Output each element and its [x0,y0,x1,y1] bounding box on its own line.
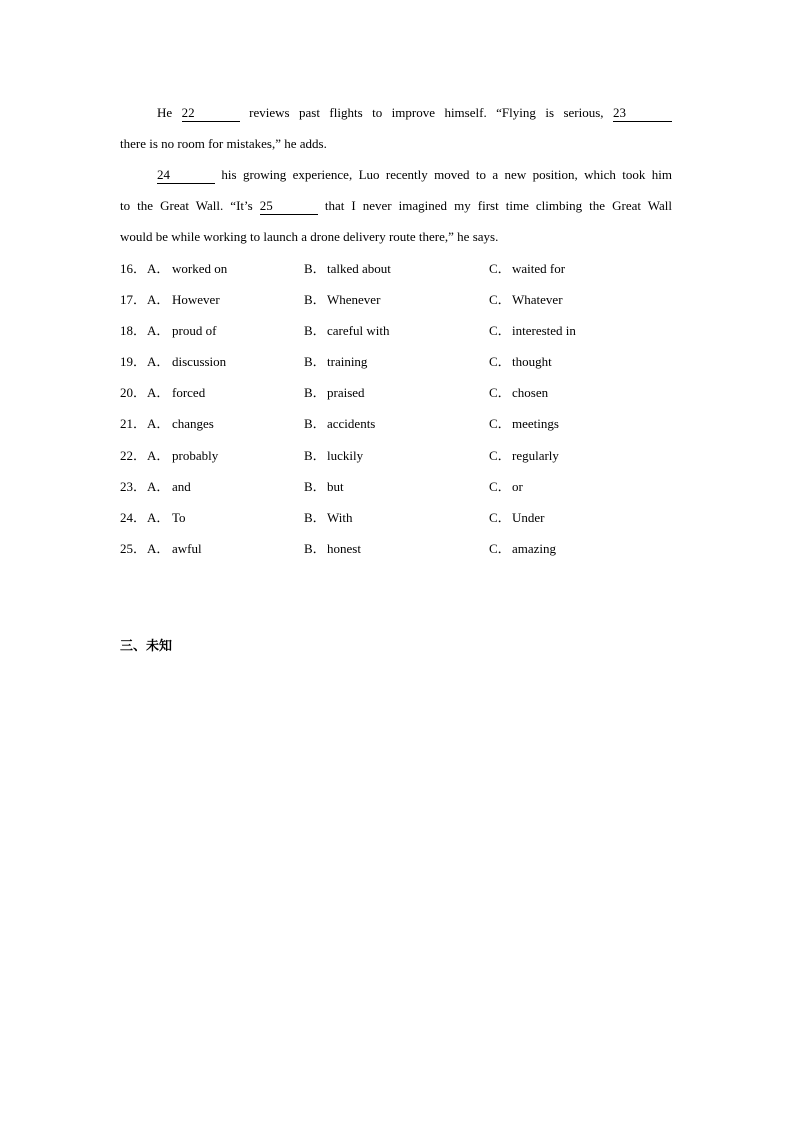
blank-22: 22 [182,106,240,122]
option-c: meetings [512,416,559,432]
question-number: 25． [120,540,147,556]
passage-line: would be while working to launch a drone delivery route there,” he says. [120,229,499,244]
option-b-letter: B． [304,416,326,432]
passage-paragraph-1 [120,97,672,159]
blank-23: 23 [613,106,672,122]
option-c: thought [512,354,552,370]
option-c: Under [512,509,545,525]
option-a-letter: A． [147,385,170,401]
option-b: but [327,478,344,494]
option-a-letter: A． [147,292,170,308]
option-a: discussion [172,354,227,370]
option-a-letter: A． [147,416,170,432]
option-c-letter: C． [489,509,511,525]
option-b: careful with [327,323,390,339]
option-a: and [172,478,191,494]
option-c-letter: C． [489,354,511,370]
option-a-letter: A． [147,323,170,339]
option-c-letter: C． [489,261,511,276]
passage-line [120,159,672,190]
option-a-letter: A． [147,540,170,556]
option-b: honest [327,540,361,556]
option-b: Whenever [327,292,381,308]
option-c-letter: C． [489,447,511,463]
passage-line [120,190,672,221]
option-a: probably [172,447,219,463]
section-heading: 三、未知 [120,639,173,654]
option-b-letter: B． [304,261,326,276]
question-number: 24． [120,509,147,525]
blank-24: 24 [157,168,215,184]
option-a: worked on [172,261,228,276]
option-c: regularly [512,447,559,463]
option-b: accidents [327,416,376,432]
option-c-letter: C． [489,323,511,339]
option-b: talked about [327,261,391,276]
option-c: interested in [512,323,576,339]
question-row [120,284,680,315]
question-row [120,440,680,471]
options-list [120,253,680,564]
option-b-letter: B． [304,385,326,401]
question-number: 20． [120,385,147,401]
option-b-letter: B． [304,478,326,494]
option-a-letter: A． [147,509,170,525]
passage-text: reviews past flights to improve himself. “Flying is serious, [249,105,604,120]
question-number: 18． [120,323,147,339]
option-c-letter: C． [489,292,511,308]
option-c-letter: C． [489,478,511,494]
passage-paragraph-2 [120,159,672,252]
option-a: changes [172,416,214,432]
option-b-letter: B． [304,354,326,370]
question-row [120,408,680,439]
question-row [120,315,680,346]
question-number: 17． [120,292,147,308]
passage-text: his growing experience, Luo recently moved to a new position, which took him [221,167,672,182]
passage-line: there is no room for mistakes,” he adds. [120,136,327,151]
option-a: forced [172,385,206,401]
option-b: luckily [327,447,364,463]
question-number: 22． [120,447,147,463]
question-number: 16． [120,261,147,276]
question-number: 19． [120,354,147,370]
option-b-letter: B． [304,540,326,556]
option-c: waited for [512,261,566,276]
passage-text: to the Great Wall. “It’s [120,198,253,213]
question-number: 23． [120,478,147,494]
option-c-letter: C． [489,385,511,401]
blank-25: 25 [260,199,318,215]
option-b-letter: B． [304,292,326,308]
option-c: or [512,478,523,494]
option-c: chosen [512,385,549,401]
question-row [120,253,680,284]
option-a: awful [172,540,202,556]
question-row [120,533,680,564]
option-a-letter: A． [147,447,170,463]
option-b: With [327,509,353,525]
option-a-letter: A． [147,261,170,276]
option-b: training [327,354,368,370]
option-b-letter: B． [304,323,326,339]
option-c: Whatever [512,292,563,308]
option-a: To [172,509,186,525]
question-number: 21． [120,416,147,432]
passage-text: He [157,105,173,120]
option-a-letter: A． [147,478,170,494]
question-row [120,471,680,502]
question-row [120,346,680,377]
option-b-letter: B． [304,447,326,463]
option-c-letter: C． [489,540,511,556]
question-row [120,502,680,533]
option-a: However [172,292,220,308]
passage-text: that I never imagined my first time climbing the Great Wall [324,198,672,213]
option-a: proud of [172,323,217,339]
passage-line [120,97,672,128]
option-c-letter: C． [489,416,511,432]
option-b-letter: B． [304,509,326,525]
option-c: amazing [512,540,557,556]
option-b: praised [327,385,365,401]
question-row [120,377,680,408]
option-a-letter: A． [147,354,170,370]
